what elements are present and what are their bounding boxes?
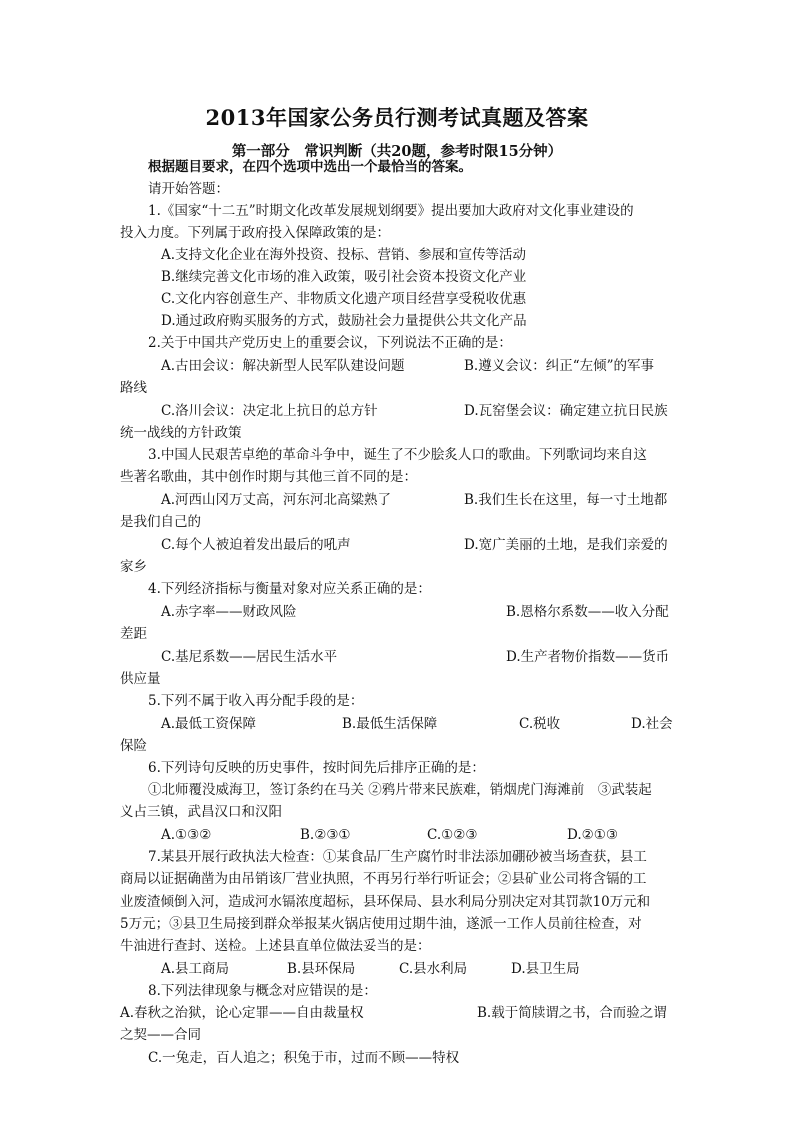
q7-stem-line1: 7.某县开展行政执法大检查：①某食品厂生产腐竹时非法添加硼砂被当场查获，县工 xyxy=(148,849,647,865)
q1-option-b: B.继续完善文化市场的准入政策，吸引社会资本投资文化产业 xyxy=(161,269,527,285)
q4-option-b-wrap: 差距 xyxy=(120,626,147,642)
q6-option-d: D.②①③ xyxy=(567,827,618,843)
q2-option-d: D.瓦窑堡会议：确定建立抗日民族 xyxy=(464,403,668,419)
q2-option-b-wrap: 路线 xyxy=(120,380,147,396)
q4-option-a: A.赤字率——财政风险 xyxy=(161,604,297,620)
q7-option-d: D.县卫生局 xyxy=(511,961,580,977)
q4-option-c: C.基尼系数——居民生活水平 xyxy=(161,649,338,665)
q3-stem-line2: 些著名歌曲，其中创作时期与其他三首不同的是： xyxy=(120,469,417,485)
instruction-text: 根据题目要求，在四个选项中选出一个最恰当的答案。 xyxy=(148,159,472,175)
q5-option-d-wrap: 保险 xyxy=(120,738,147,754)
q4-stem: 4.下列经济指标与衡量对象对应关系正确的是： xyxy=(148,581,431,597)
q1-option-a: A.支持文化企业在海外投资、投标、营销、参展和宣传等活动 xyxy=(161,247,527,263)
q1-option-d: D.通过政府购买服务的方式，鼓励社会力量提供公共文化产品 xyxy=(161,313,527,329)
q2-option-b: B.遵义会议：纠正“左倾”的军事 xyxy=(464,358,655,374)
q3-option-b: B.我们生长在这里，每一寸土地都 xyxy=(464,492,668,508)
q5-option-a: A.最低工资保障 xyxy=(161,716,257,732)
document-title: 2013年国家公务员行测考试真题及答案 xyxy=(205,105,589,130)
q3-option-d-wrap: 家乡 xyxy=(120,559,147,575)
q8-option-b-wrap: 之契——合同 xyxy=(120,1027,201,1043)
q6-option-b: B.②③① xyxy=(300,827,351,843)
q3-stem-line1: 3.中国人民艰苦卓绝的革命斗争中，诞生了不少脍炙人口的歌曲。下列歌词均来自这 xyxy=(148,447,647,463)
q4-option-d: D.生产者物价指数——货币 xyxy=(506,649,670,665)
q8-option-a: A.春秋之治狱，论心定罪——自由裁量权 xyxy=(120,1005,364,1021)
q3-option-c: C.每个人被迫着发出最后的吼声 xyxy=(161,537,351,553)
q2-option-c: C.洛川会议：决定北上抗日的总方针 xyxy=(161,403,378,419)
q8-stem: 8.下列法律现象与概念对应错误的是： xyxy=(148,983,377,999)
q2-option-d-wrap: 统一战线的方针政策 xyxy=(120,425,242,441)
q7-option-c: C.县水利局 xyxy=(399,961,468,977)
q7-stem-line5: 牛油进行查封、送检。上述县直单位做法妥当的是： xyxy=(120,938,431,954)
q2-stem: 2.关于中国共产党历史上的重要会议，下列说法不正确的是： xyxy=(148,335,512,351)
q5-option-d: D.社会 xyxy=(631,716,673,732)
q8-option-b: B.载于简牍谓之书，合而验之谓 xyxy=(477,1005,667,1021)
q7-option-a: A.县工商局 xyxy=(161,961,230,977)
q2-option-a: A.古田会议：解决新型人民军队建设问题 xyxy=(161,358,405,374)
q1-option-c: C.文化内容创意生产、非物质文化遗产项目经营享受税收优惠 xyxy=(161,291,527,307)
q6-option-c: C.①②③ xyxy=(427,827,478,843)
q3-option-a: A.河西山冈万丈高，河东河北高粱熟了 xyxy=(161,492,392,508)
q3-option-b-wrap: 是我们自己的 xyxy=(120,514,201,530)
q7-stem-line2: 商局以证据确凿为由吊销该厂营业执照，不再另行举行听证会；②县矿业公司将含镉的工 xyxy=(120,871,647,887)
q5-stem: 5.下列不属于收入再分配手段的是： xyxy=(148,693,364,709)
q1-stem-line2: 投入力度。下列属于政府投入保障政策的是： xyxy=(120,225,390,241)
q5-option-c: C.税收 xyxy=(519,716,561,732)
section-heading: 第一部分 常识判断（共20题，参考时限15分钟） xyxy=(231,143,563,160)
q8-option-c: C.一兔走，百人追之；积兔于市，过而不顾——特权 xyxy=(148,1050,460,1066)
q6-poem-line2: 义占三镇，武昌汉口和汉阳 xyxy=(120,804,282,820)
q4-option-b: B.恩格尔系数——收入分配 xyxy=(506,604,669,620)
q1-stem-line1: 1.《国家“十二五”时期文化改革发展规划纲要》提出要加大政府对文化事业建设的 xyxy=(148,203,634,219)
q7-option-b: B.县环保局 xyxy=(287,961,356,977)
q7-stem-line3: 业废渣倾倒入河，造成河水镉浓度超标，县环保局、县水利局分别决定对其罚款10万元和 xyxy=(120,894,651,910)
q6-poem-line1: ①北师覆没威海卫，签订条约在马关 ②鸦片带来民族难，销烟虎门海滩前 ③武装起 xyxy=(148,782,652,798)
q6-option-a: A.①③② xyxy=(161,827,212,843)
q5-option-b: B.最低生活保障 xyxy=(342,716,438,732)
q7-stem-line4: 5万元；③县卫生局接到群众举报某火锅店使用过期牛油，遂派一工作人员前往检查，对 xyxy=(120,916,642,932)
start-prompt: 请开始答题： xyxy=(148,181,229,197)
q6-stem: 6.下列诗句反映的历史事件，按时间先后排序正确的是： xyxy=(148,760,485,776)
q3-option-d: D.宽广美丽的土地，是我们亲爱的 xyxy=(464,537,668,553)
q4-option-d-wrap: 供应量 xyxy=(120,671,161,687)
